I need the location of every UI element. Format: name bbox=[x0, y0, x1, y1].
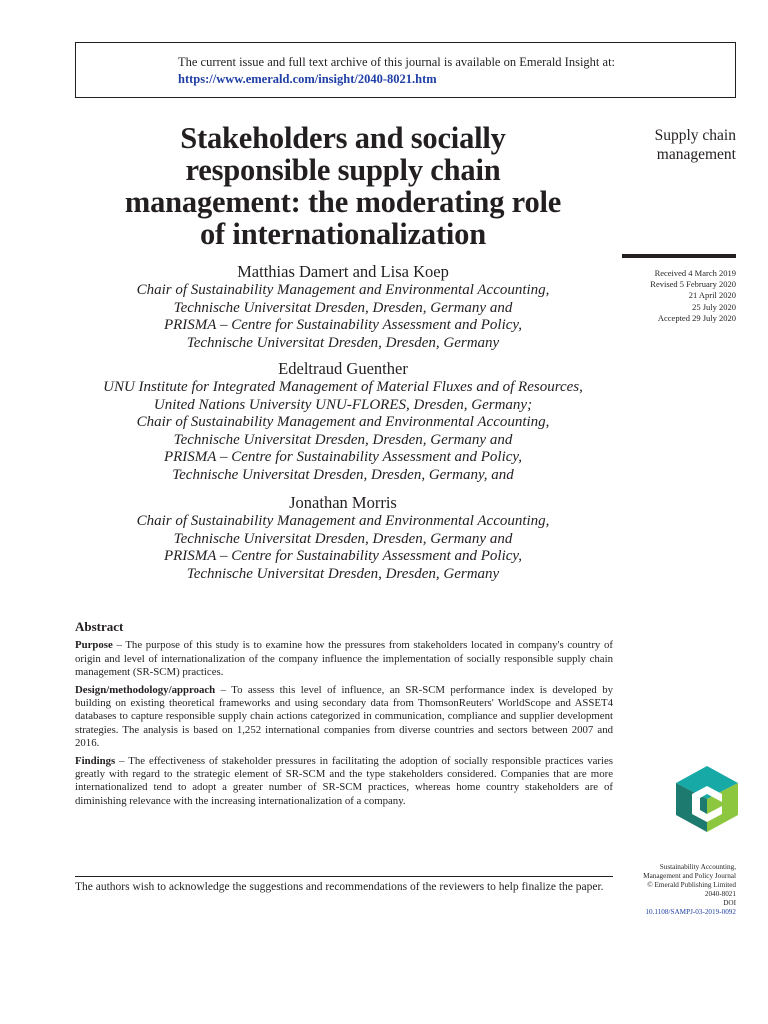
journal-info bbox=[586, 863, 736, 918]
affiliation-line: Chair of Sustainability Management and Environmental Accounting, bbox=[136, 414, 550, 430]
abstract-text: – The effectiveness of stakeholder pressures in facilitating the adoption of socially responsible practices varies greatly with regard to the strategic element of SR-SCM and the type stakeholders considered. Companies that are more internationalized tend to adopt a greater number of SR-SCM practices, whereas home country stakeholders are of diminishing relevance with the increasing internationalization of a company. bbox=[75, 754, 613, 807]
journal-info-line: Sustainability Accounting, bbox=[659, 863, 736, 871]
affiliation-line: Technische Universitat Dresden, Dresden, Germany and bbox=[173, 431, 513, 448]
abstract-text: – The purpose of this study is to examine how the pressures from stakeholders located in company's country of origin and level of internationalization of the company influence the implementation of socially responsible supply chain management (SR-SCM) practices. bbox=[75, 639, 613, 679]
abstract-label: Purpose bbox=[75, 639, 113, 652]
author-name: Edeltraud Guenther bbox=[278, 359, 408, 378]
author-group bbox=[70, 359, 616, 484]
title-line: responsible supply chain bbox=[185, 153, 501, 187]
journal-info-line: Management and Policy Journal bbox=[643, 872, 736, 881]
author-group bbox=[70, 262, 616, 352]
doi-line bbox=[586, 899, 736, 917]
article-dates bbox=[650, 268, 736, 324]
title-line: Stakeholders and socially bbox=[180, 121, 506, 155]
footnote-divider bbox=[75, 876, 613, 877]
abstract-findings bbox=[75, 755, 613, 809]
title-line: of internationalization bbox=[200, 217, 486, 251]
archive-notice-text: The current issue and full text archive of this journal is available on Emerald Insight at: bbox=[178, 55, 616, 69]
abstract-design bbox=[75, 684, 613, 751]
journal-info-line: © Emerald Publishing Limited bbox=[647, 881, 736, 890]
author-name: Matthias Damert and Lisa Koep bbox=[237, 262, 449, 281]
abstract-purpose bbox=[75, 639, 613, 679]
author-affiliation bbox=[70, 513, 616, 583]
affiliation-line: Chair of Sustainability Management and Environmental Accounting, bbox=[136, 282, 550, 298]
doi-link[interactable]: 10.1108/SAMPJ-03-2019-0092 bbox=[645, 908, 736, 917]
title-line: management: the moderating role bbox=[124, 185, 562, 219]
abstract-label: Findings bbox=[75, 754, 116, 767]
archive-notice bbox=[178, 54, 615, 88]
date-line: Revised 5 February 2020 bbox=[650, 279, 736, 290]
affiliation-line: Chair of Sustainability Management and Environmental Accounting, bbox=[136, 513, 550, 529]
abstract-heading: Abstract bbox=[75, 619, 124, 634]
date-line: 21 April 2020 bbox=[688, 290, 736, 301]
section-divider bbox=[622, 254, 736, 258]
article-title bbox=[70, 122, 616, 250]
affiliation-line: Technische Universitat Dresden, Dresden, Germany and bbox=[173, 299, 513, 316]
journal-info-line: 2040-8021 bbox=[704, 890, 736, 899]
author-group bbox=[70, 493, 616, 583]
abstract-text: – To assess this level of influence, an SR-SCM performance index is developed by building on existing theoretical frameworks and using secondary data from ThomsonReuters' WorldScope and ASSET4 databases to capture responsible supply chain actions categorized in communication, compliance and supplier development strategies. The analysis is based on 1,252 international companies from diverse countries and sectors between 2007 and 2016. bbox=[75, 683, 613, 750]
affiliation-line: Technische Universitat Dresden, Dresden, Germany bbox=[186, 334, 500, 351]
abstract-label: Design/methodology/approach bbox=[75, 683, 216, 696]
affiliation-line: PRISMA – Centre for Sustainability Assessment and Policy, bbox=[163, 548, 523, 564]
affiliation-line: United Nations University UNU-FLORES, Dresden, Germany; bbox=[153, 396, 533, 413]
date-line: Accepted 29 July 2020 bbox=[657, 312, 736, 323]
section-label-line: Supply chain bbox=[654, 127, 736, 144]
abstract-section bbox=[75, 620, 613, 812]
section-label bbox=[576, 126, 736, 164]
archive-url-link[interactable]: https://www.emerald.com/insight/2040-8021.htm bbox=[178, 72, 437, 86]
author-affiliation bbox=[70, 379, 616, 484]
date-line: Received 4 March 2019 bbox=[654, 268, 736, 278]
affiliation-line: Technische Universitat Dresden, Dresden, Germany, and bbox=[172, 466, 514, 483]
author-name: Jonathan Morris bbox=[289, 493, 397, 512]
section-label-line: management bbox=[656, 146, 736, 163]
affiliation-line: PRISMA – Centre for Sustainability Assessment and Policy, bbox=[163, 317, 523, 333]
date-line: 25 July 2020 bbox=[692, 301, 736, 312]
author-affiliation bbox=[70, 282, 616, 352]
archive-notice-box bbox=[75, 42, 736, 98]
doi-prefix: DOI bbox=[723, 899, 736, 908]
affiliation-line: Technische Universitat Dresden, Dresden, Germany and bbox=[173, 530, 513, 547]
affiliation-line: UNU Institute for Integrated Management of Material Fluxes and of Resources, bbox=[103, 379, 583, 395]
affiliation-line: PRISMA – Centre for Sustainability Assessment and Policy, bbox=[163, 449, 523, 465]
acknowledgement: The authors wish to acknowledge the suggestions and recommendations of the reviewers to help finalize the paper. bbox=[75, 881, 604, 893]
publisher-logo-icon bbox=[676, 766, 738, 832]
affiliation-line: Technische Universitat Dresden, Dresden, Germany bbox=[186, 565, 500, 582]
